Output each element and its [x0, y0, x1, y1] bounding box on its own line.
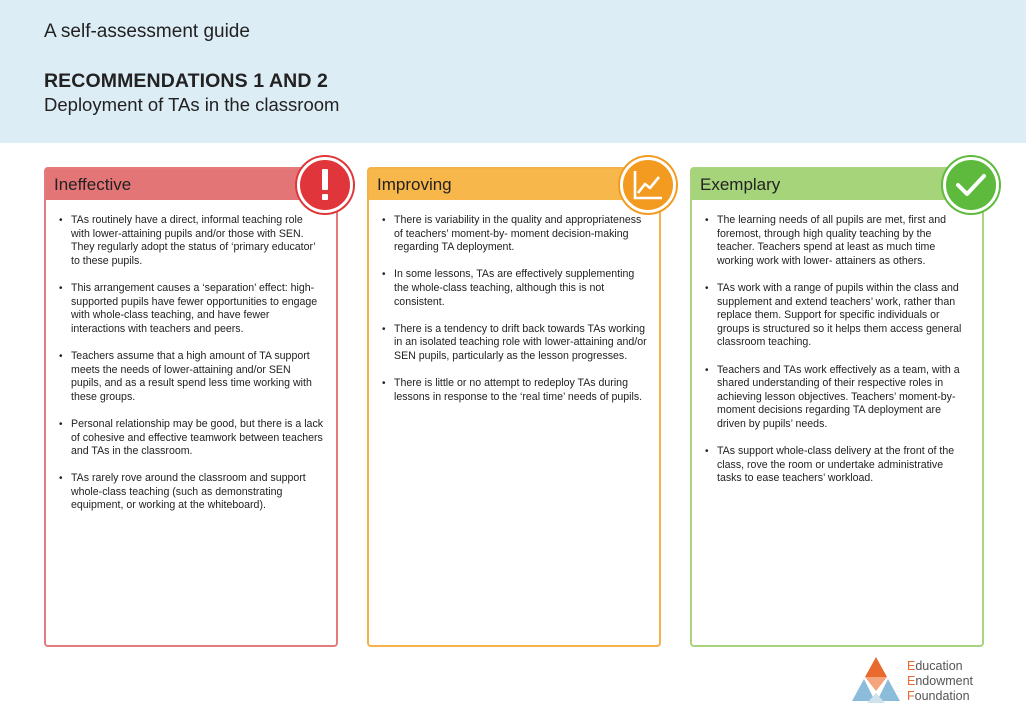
exclamation-icon	[297, 157, 353, 213]
page-title: RECOMMENDATIONS 1 AND 2	[44, 70, 328, 92]
logo-wordmark: Education Endowment Foundation	[907, 659, 974, 703]
card-title: Exemplary	[700, 175, 781, 194]
card-header	[46, 169, 336, 200]
card-improving	[367, 167, 661, 647]
list-item: • TAs routinely have a direct, informal teaching role with lower-attaining pupils and/or those with SEN. They regularly adopt the status of ‘primary educator’ to these pupils.	[62, 214, 324, 268]
list-item: • Teachers assume that a high amount of TA support meets the needs of lower-attaining and/or SEN pupils, and as a result spend less time working with these groups.	[62, 350, 324, 404]
list-item: • TAs work with a range of pupils within the class and supplement and extend teachers’ work, rather than replace them. Support for specific individuals or groups is structured so it helps them access general classroom teaching.	[708, 282, 970, 350]
card-ineffective	[44, 167, 338, 647]
list-item: • There is variability in the quality and appropriateness of teachers’ moment-by- moment decision-making regarding TA deployment.	[385, 214, 647, 255]
list-item: • Teachers and TAs work effectively as a team, with a shared understanding of their respective roles in achieving lesson objectives. Teachers’ moment-by- moment decisions regarding TA deployment are driven by pupils’ needs.	[708, 364, 970, 432]
list-item: • The learning needs of all pupils are met, first and foremost, through high quality teaching by the teacher. Teachers spend at least as much time working work with lower- attainers as others.	[708, 214, 970, 268]
card-header	[692, 169, 982, 200]
page-header	[0, 0, 1026, 143]
criteria-list	[385, 214, 647, 418]
list-item: • There is little or no attempt to redeploy TAs during lessons in response to the ‘real time’ needs of pupils.	[385, 377, 647, 404]
list-item: • TAs rarely rove around the classroom and support whole-class teaching (such as demonstrating equipment, or working at the whiteboard).	[62, 472, 324, 513]
list-item: • This arrangement causes a ‘separation’ effect: high-supported pupils have fewer opportunities to engage with whole-class teaching, and have fewer interactions with teachers and peers.	[62, 282, 324, 336]
page-subtitle: Deployment of TAs in the classroom	[44, 94, 340, 115]
line-chart-icon	[620, 157, 676, 213]
list-item: • There is a tendency to drift back towards TAs working in an isolated teaching role with lower-attaining and/or SEN pupils, particularly as the lesson progresses.	[385, 323, 647, 364]
list-item: • TAs support whole-class delivery at the front of the class, rove the room or undertake administrative tasks to ease teachers’ workload.	[708, 445, 970, 486]
list-item: • In some lessons, TAs are effectively supplementing the whole-class teaching, although this is not consistent.	[385, 268, 647, 309]
list-item: • Personal relationship may be good, but there is a lack of cohesive and effective teamwork between teachers and TAs in the classroom.	[62, 418, 324, 459]
criteria-list	[708, 214, 970, 499]
checkmark-icon	[943, 157, 999, 213]
triangle-logo-icon	[850, 655, 902, 705]
card-title: Ineffective	[54, 175, 132, 194]
eef-logo	[850, 655, 1000, 705]
criteria-list	[62, 214, 324, 527]
card-header	[369, 169, 659, 200]
card-title: Improving	[377, 175, 452, 194]
guide-label: A self-assessment guide	[44, 21, 250, 42]
card-exemplary	[690, 167, 984, 647]
